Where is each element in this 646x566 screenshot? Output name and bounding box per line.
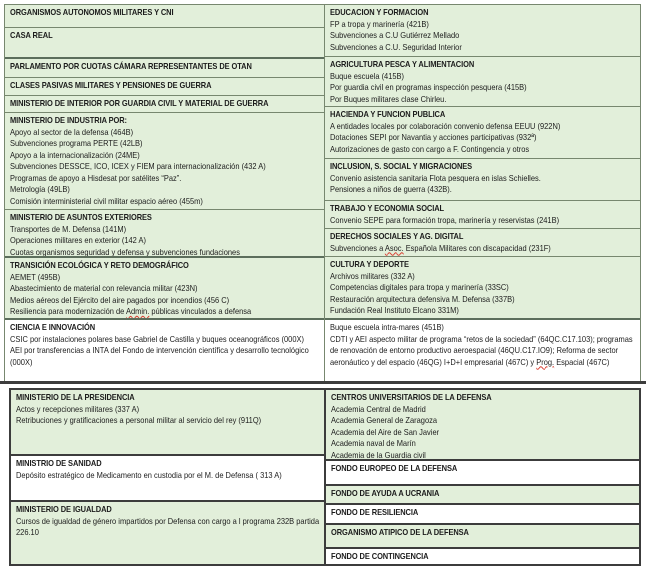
section-title <box>16 458 324 470</box>
section-item-text: Academia Central de Madrid <box>331 403 426 414</box>
section-item-text: AEMET (495B) <box>10 271 61 282</box>
section-item-text: Abastecimiento de material con relevancia militar (423N) <box>10 283 198 293</box>
section-title-text: CIENCIA E INNOVACIÓN <box>10 322 96 332</box>
section-item-text: FP a tropa y marinería (421B) <box>330 18 429 29</box>
section-transicion-ecologica-y-reto-demografico <box>5 258 324 320</box>
section-title <box>10 260 324 272</box>
section-item-text: CDTI y AEI aspecto militar de programa “retos de la sociedad” (64QC.C17.103); programas de renovación de entorno productivo aeroespacial (46QU.C17.IO9); Reforma de sector aeronáutico y del espacio (46QG) I+D+I empresarial (467C) y Prog. Espacial (467C) <box>330 333 633 367</box>
section-title-text: CULTURA Y DEPORTE <box>330 259 409 269</box>
section-item-text: Dotaciones SEPI por Navantia y acciones participativas (932ª) <box>330 132 537 142</box>
section-fondo-de-ayuda-a-ucrania <box>326 486 639 505</box>
misspelled-word: Admin. <box>126 306 150 316</box>
section-title <box>330 59 640 71</box>
section-item-text: Cuotas organismos seguridad y defensa y subvenciones fundaciones <box>10 246 240 257</box>
section-title-text: DERECHOS SOCIALES Y AG. DIGITAL <box>330 231 464 241</box>
section-item <box>331 438 639 450</box>
section-item-text: Por guardia civil en programas inspección pesquera (415B) <box>330 82 527 92</box>
section-item <box>330 271 640 283</box>
section-item-text: Subvenciones programa PERTE (42LB) <box>10 138 143 148</box>
section-item-text: Buque escuela intra-mares (451B) <box>330 322 444 332</box>
section-title <box>330 259 640 271</box>
section-item-text: Medios aéreos del Ejército del aire pagados por incendios (456 C) <box>10 294 230 305</box>
section-item-text: Depósito estratégico de Medicamento en custodia por el M. de Defensa ( 313 A) <box>16 469 282 480</box>
section-title <box>10 80 324 92</box>
section-item-text: Metrología (49LB) <box>10 184 70 194</box>
section-fondo-europeo-de-la-defensa <box>326 461 639 486</box>
section-continuation <box>325 320 640 381</box>
section-title-text: FONDO EUROPEO DE LA DEFENSA <box>331 463 458 473</box>
section-item-text: Actos y recepciones militares (337 A) <box>16 403 140 414</box>
section-item <box>10 161 324 173</box>
section-title-text: PARLAMENTO POR CUOTAS CÁMARA REPRESENTANTES DE OTAN <box>10 61 252 71</box>
section-title <box>16 392 324 404</box>
section-item <box>16 415 324 427</box>
section-inclusion-s-social-y-migraciones <box>325 159 640 201</box>
section-title <box>331 507 639 519</box>
section-item-text: Competencias digitales para tropa y marinería (33SC) <box>330 282 509 292</box>
section-item-text: Academia de la Guardia civil <box>331 449 426 460</box>
section-agricultura-pesca-y-alimentacion <box>325 57 640 107</box>
section-title-text: AGRICULTURA PESCA Y ALIMENTACION <box>330 59 475 69</box>
section-item <box>331 415 639 427</box>
section-item <box>330 294 640 306</box>
section-item-text: Comisión interministerial civil militar espacio aéreo (455m) <box>10 195 203 206</box>
top-table-left-column <box>5 5 324 381</box>
section-ciencia-e-innovacion <box>5 320 324 381</box>
section-title <box>331 463 639 475</box>
section-fondo-de-contingencia <box>326 549 639 564</box>
section-title <box>331 392 639 404</box>
section-hacienda-y-funcion-publica <box>325 107 640 159</box>
section-item <box>16 404 324 416</box>
section-title-text: MINISTERIO DE LA PRESIDENCIA <box>16 392 135 402</box>
section-item-text: Restauración arquitectura defensiva M. Defensa (337B) <box>330 293 515 304</box>
section-title <box>331 551 639 563</box>
section-ministrio-de-sanidad <box>11 456 324 502</box>
section-item-text: Convenio asistencia sanitaria Flota pesquera en islas Schielles. <box>330 172 541 183</box>
section-item <box>330 144 640 156</box>
section-item-text: Archivos militares (332 A) <box>330 270 415 281</box>
section-item <box>330 184 640 196</box>
section-ministerio-de-asuntos-exteriores <box>5 210 324 258</box>
section-item-text: Retribuciones y gratificaciones a personal militar al servicio del rey (911Q) <box>16 415 262 425</box>
section-item <box>331 427 639 439</box>
section-item-text: Academia del Aire de San Javier <box>331 426 440 437</box>
section-title <box>10 212 324 224</box>
section-item-text: Academia naval de Marín <box>331 438 416 448</box>
section-casa-real <box>5 28 324 59</box>
section-item-text: Pensiones a niños de guerra (432B). <box>330 184 452 194</box>
section-item <box>330 334 640 369</box>
section-item <box>10 306 324 318</box>
section-item <box>10 127 324 139</box>
section-item-text: Subvenciones a C.U. Seguridad Interior <box>330 41 462 52</box>
section-title-text: MINISTERIO DE IGUALDAD <box>16 504 112 514</box>
section-item <box>10 173 324 185</box>
section-item <box>330 282 640 294</box>
section-ministerio-de-interior-por-guardia-civil-y-material-de-guerra <box>5 96 324 113</box>
section-item <box>10 334 324 346</box>
section-centros-universitarios-de-la-defensa <box>326 390 639 461</box>
section-title <box>330 109 640 121</box>
section-title <box>331 527 639 539</box>
section-item <box>10 224 324 236</box>
bottom-table <box>9 388 641 566</box>
section-item <box>330 305 640 317</box>
section-title-text: CENTROS UNIVERSITARIOS DE LA DEFENSA <box>331 392 492 402</box>
section-title-text: ORGANISMOS AUTONOMOS MILITARES Y CNI <box>10 7 174 17</box>
section-title-text: FONDO DE RESILIENCIA <box>331 507 419 517</box>
section-parlamento-por-cuotas-camara-representantes-de-otan <box>5 59 324 78</box>
section-item <box>10 184 324 196</box>
section-title <box>10 7 324 19</box>
section-title <box>330 161 640 173</box>
section-organismos-autonomos-militares-y-cni <box>5 5 324 28</box>
section-item <box>10 295 324 307</box>
section-title-text: FONDO DE AYUDA A UCRANIA <box>331 488 440 498</box>
bottom-table-left-column <box>11 390 324 564</box>
section-item <box>10 345 324 368</box>
section-item-text: Apoyo a la internacionalización (24ME) <box>10 149 140 160</box>
section-cultura-y-deporte <box>325 257 640 320</box>
section-title <box>16 504 324 516</box>
section-item-text: Apoyo al sector de la defensa (464B) <box>10 126 134 137</box>
section-item-text: Buque escuela (415B) <box>330 70 405 81</box>
section-item-text: Autorizaciones de gasto con cargo a F. Contingencia y otros <box>330 143 530 154</box>
bottom-table-right-column <box>324 390 639 564</box>
section-trabajo-y-economia-social <box>325 201 640 229</box>
section-title-text: HACIENDA Y FUNCION PUBLICA <box>330 109 446 119</box>
section-ministerio-de-industria-por <box>5 113 324 210</box>
section-title <box>10 61 324 73</box>
section-item <box>10 138 324 150</box>
section-item-text: A entidades locales por colaboración convenio defensa EEUU (922N) <box>330 120 561 131</box>
section-item-text: Cursos de igualdad de género impartidos por Defensa con cargo a l programa 232B partida 226.10 <box>16 515 320 537</box>
section-item-text: AEI por transferencias a INTA del Fondo de intervención científica y desarrollo tecnológico (000X) <box>10 345 309 367</box>
section-item <box>330 173 640 185</box>
section-item-text: Resiliencia para modernización de Admin. públicas vinculados a defensa <box>10 306 252 316</box>
section-title-text: MINISTRIO DE SANIDAD <box>16 458 102 468</box>
section-item <box>331 404 639 416</box>
section-item <box>10 235 324 247</box>
misspelled-word: Asoc. <box>384 242 404 253</box>
section-item-text: Operaciones militares en exterior (142 A) <box>10 235 146 245</box>
top-table-right-column <box>324 5 640 381</box>
section-item <box>330 132 640 144</box>
section-title <box>331 488 639 500</box>
section-item <box>330 19 640 31</box>
section-item <box>330 82 640 94</box>
section-item-text: Subvenciones a C.U Gutiérrez Mellado <box>330 30 460 40</box>
table-separator-rule <box>0 381 646 384</box>
section-title-text: INCLUSION, S. SOCIAL Y MIGRACIONES <box>330 161 473 171</box>
section-item <box>330 322 640 334</box>
section-title-text: ORGANISMO ATIPICO DE LA DEFENSA <box>331 527 469 537</box>
section-educacion-y-formacion <box>325 5 640 57</box>
section-item <box>330 71 640 83</box>
section-title <box>330 231 640 243</box>
section-title <box>330 203 640 215</box>
section-item-text: Subvenciones a Asoc. Española Militares con discapacidad (231F) <box>330 242 551 253</box>
section-item-text: Por Buques militares clase Chirleu. <box>330 93 447 104</box>
section-item <box>330 94 640 106</box>
section-item-text: Convenio SEPE para formación tropa, marinería y reservistas (241B) <box>330 214 560 225</box>
misspelled-word: Prog. <box>536 356 555 367</box>
section-ministerio-de-la-presidencia <box>11 390 324 456</box>
section-item <box>330 30 640 42</box>
section-title-text: CLASES PASIVAS MILITARES Y PENSIONES DE GUERRA <box>10 80 212 90</box>
section-item <box>10 272 324 284</box>
section-item-text: CSIC por instalaciones polares base Gabriel de Castilla y buques oceanográficos (000X) <box>10 333 304 344</box>
section-item-text: Fundación Real Instituto Elcano 331M) <box>330 305 459 315</box>
section-item-text: Transportes de M. Defensa (141M) <box>10 223 127 234</box>
section-title <box>330 7 640 19</box>
section-item <box>10 150 324 162</box>
section-ministerio-de-igualdad <box>11 502 324 564</box>
section-item <box>330 42 640 54</box>
section-title-text: MINISTERIO DE INTERIOR POR GUARDIA CIVIL Y MATERIAL DE GUERRA <box>10 98 269 108</box>
section-item <box>10 283 324 295</box>
section-item <box>10 196 324 208</box>
section-organismo-atipico-de-la-defensa <box>326 525 639 549</box>
section-title-text: FONDO DE CONTINGENCIA <box>331 551 429 561</box>
section-fondo-de-resiliencia <box>326 505 639 525</box>
section-item-text: Subvenciones DESSCE, ICO, ICEX y FIEM para internacionalización (432 A) <box>10 161 266 171</box>
section-item <box>10 247 324 259</box>
top-table <box>4 4 641 381</box>
section-title <box>10 30 324 42</box>
section-title-text: TRABAJO Y ECONOMIA SOCIAL <box>330 203 445 213</box>
section-title <box>10 115 324 127</box>
section-title <box>10 98 324 110</box>
section-item <box>331 450 639 462</box>
section-clases-pasivas-militares-y-pensiones-de-guerra <box>5 78 324 96</box>
section-item-text: Academia General de Zaragoza <box>331 415 438 425</box>
section-item <box>16 516 324 539</box>
section-item <box>330 121 640 133</box>
section-item <box>330 243 640 255</box>
section-title-text: CASA REAL <box>10 30 53 40</box>
section-title-text: EDUCACION Y FORMACION <box>330 7 429 17</box>
section-title-text: MINISTERIO DE INDUSTRIA POR: <box>10 115 127 125</box>
section-title-text: TRANSICIÓN ECOLÓGICA Y RETO DEMOGRÁFICO <box>10 260 189 270</box>
section-item <box>16 470 324 482</box>
section-derechos-sociales-y-ag-digital <box>325 229 640 257</box>
section-item-text: Programas de apoyo a Hisdesat por satélites “Paz”. <box>10 172 182 183</box>
section-title <box>10 322 324 334</box>
section-title-text: MINISTERIO DE ASUNTOS EXTERIORES <box>10 212 152 222</box>
section-item <box>330 215 640 227</box>
